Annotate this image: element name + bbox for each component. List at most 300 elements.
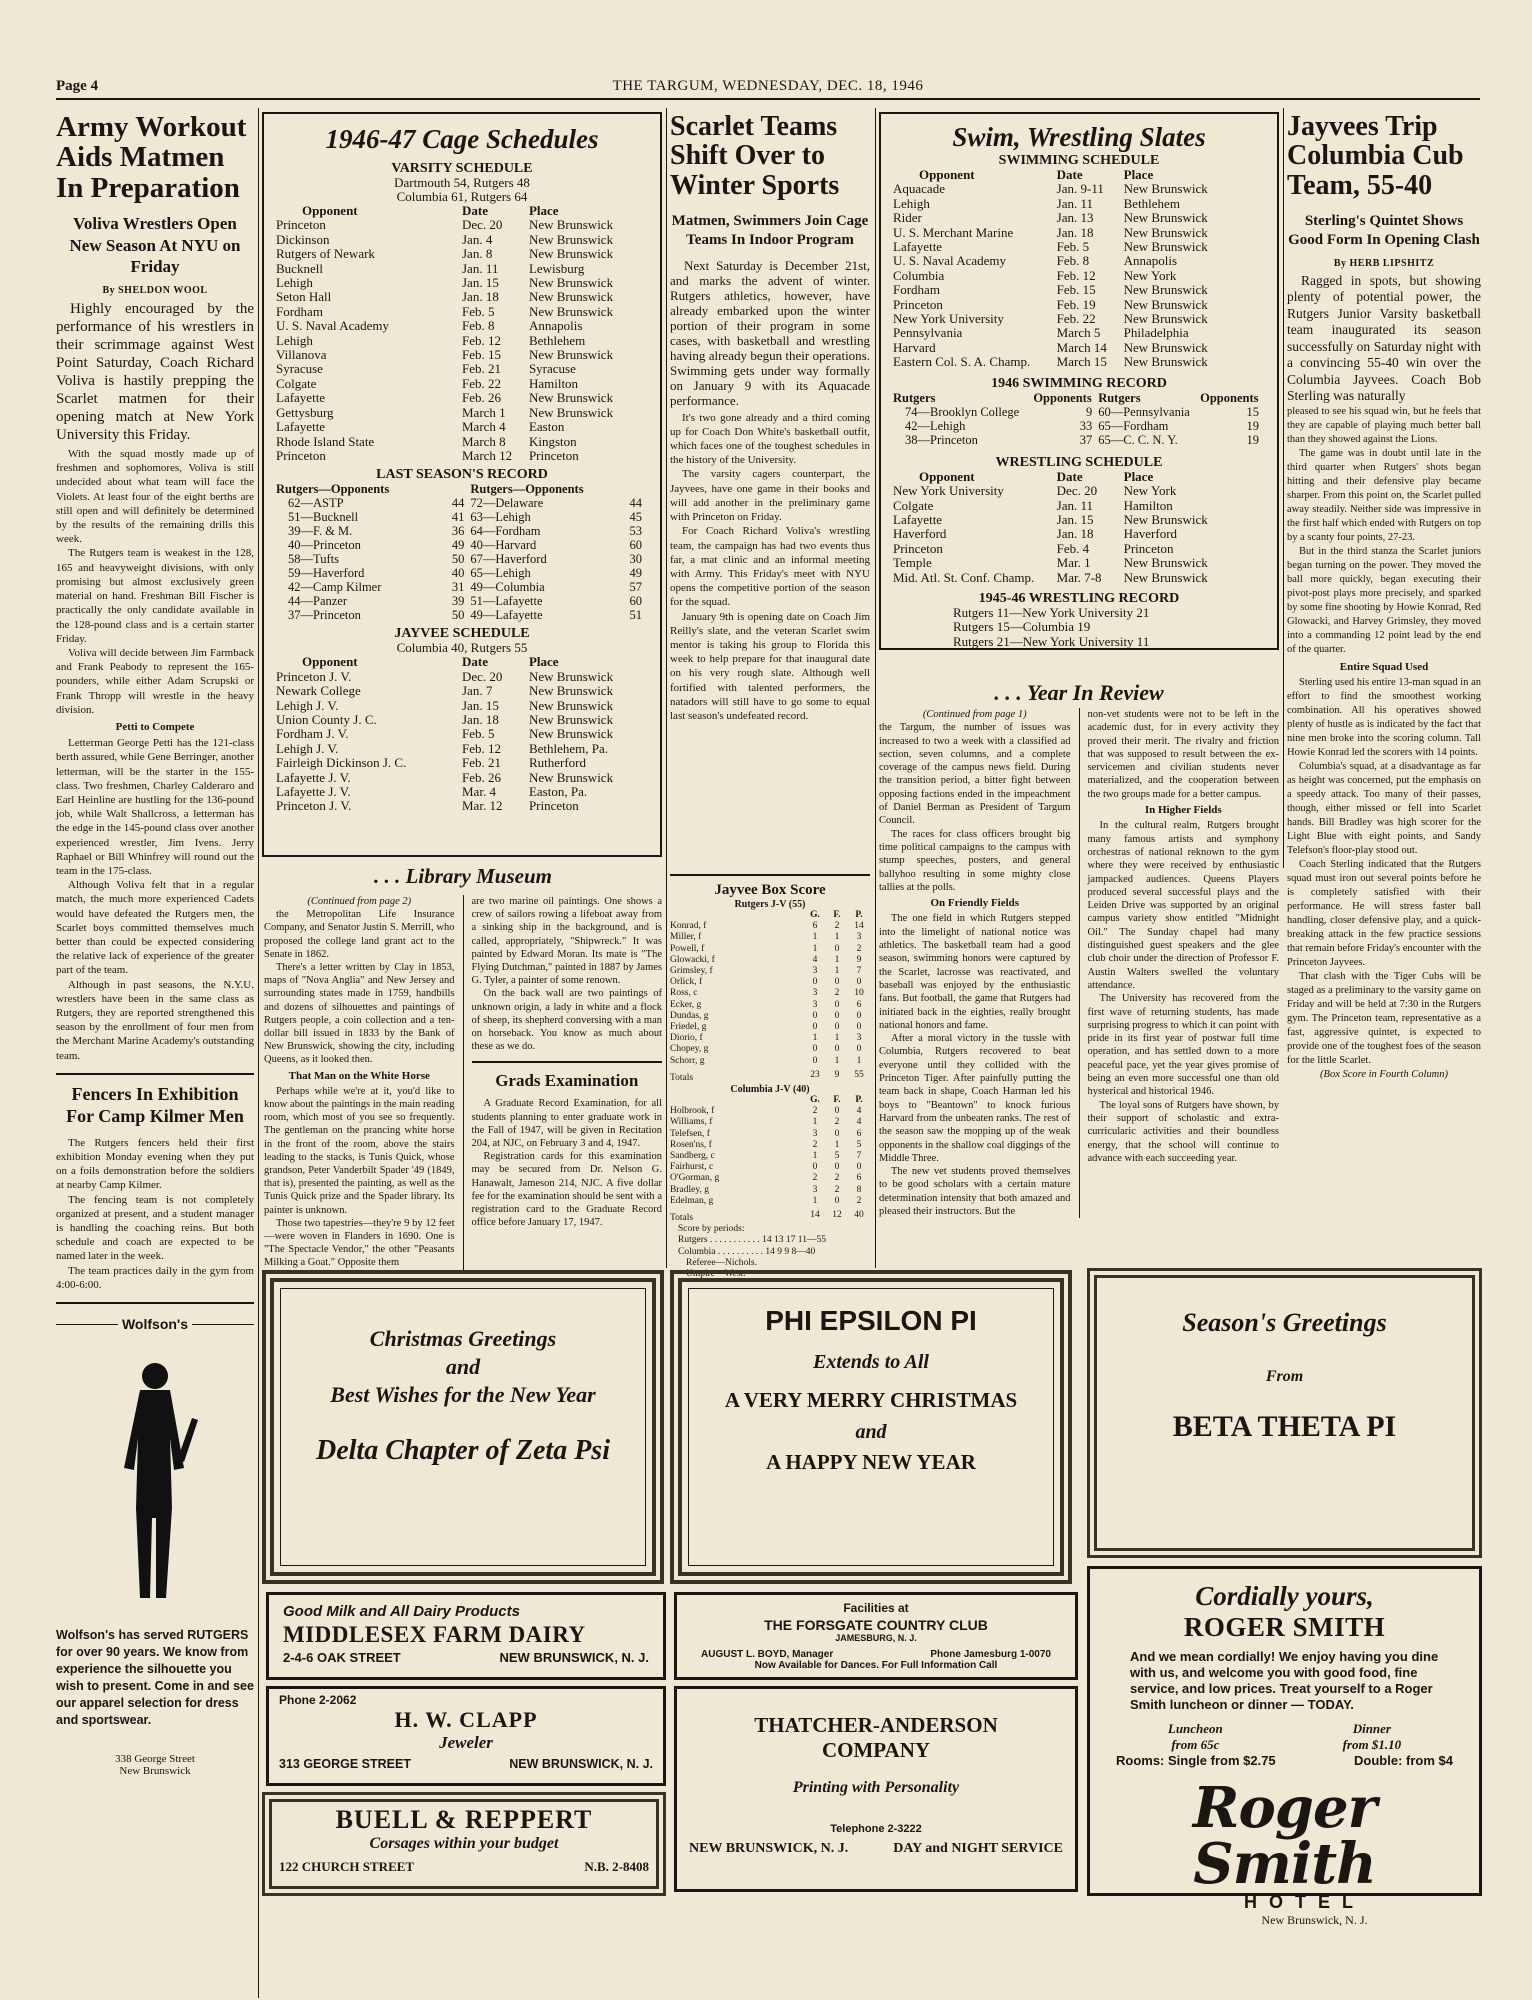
table-cell: New Brunswick [528, 390, 614, 406]
table-cell: 58—Tufts [288, 552, 339, 567]
column-header: G. [810, 1095, 820, 1106]
schedule-row [893, 513, 1265, 527]
box-title: Swim, Wrestling Slates [952, 122, 1206, 152]
schedule-row [893, 240, 1265, 254]
ad-phone: Telephone 2-3222 [830, 1823, 922, 1835]
table-cell: Ecker, g [670, 999, 702, 1010]
table-cell: 0 [834, 1044, 840, 1055]
ad-address: 122 CHURCH STREET [279, 1859, 415, 1874]
table-cell: New Brunswick [528, 726, 614, 742]
table-cell: 49—Lafayette [470, 608, 543, 623]
table-cell: Lehigh [276, 332, 313, 348]
table-cell: Annapolis [1123, 253, 1178, 269]
table-cell: Sandberg, c [670, 1151, 715, 1162]
table-cell: Fordham [893, 282, 940, 298]
section-title: WRESTLING SCHEDULE [995, 454, 1163, 470]
ad-line: AUGUST L. BOYD, Manager [701, 1649, 834, 1660]
record-row [276, 496, 648, 510]
player-row [670, 1185, 870, 1196]
swim-wrestling-box [879, 112, 1279, 650]
paragraph: the Metropolitan Life Insurance Company, and Senator Justin S. Merrill, who proposed the college land grant act to the Senate in 1862. [264, 909, 455, 960]
paragraph: Those two tapestries—they're 9 by 12 feet—were woven in Flanders in 1690. One is "The Spectacle Vendor," the other "Peasants Milking a Goat." Opposite them [264, 1217, 455, 1269]
article-body [56, 447, 254, 1063]
schedule-row [893, 542, 1265, 556]
schedule-row [276, 406, 648, 420]
table-cell: New Brunswick [528, 347, 614, 363]
table-cell: March 12 [462, 447, 513, 463]
paragraph: After a moral victory in the tussle with Columbia, Rutgers recovered to beat everyone until they collided with the Princeton Tiger. After painfully putting the team back in shape, Coach Harman led his boys to "Beantown" to knock furious Harvard from the unbeaten ranks. The rest of the season saw the mopping up of the weak opponents in the shallow coal diggings of the Middle Three. [879, 1033, 1071, 1164]
officials: Umpire—West. [686, 1269, 746, 1280]
table-cell: 30 [629, 552, 642, 567]
record-line: Rutgers 11—New York University 21 [953, 604, 1150, 620]
column-header: Rutgers—Opponents [276, 482, 390, 497]
table-cell: Haverford [1123, 526, 1178, 542]
divider [472, 1061, 663, 1063]
ad-price: from $1.10 [1342, 1737, 1402, 1752]
periods-label: Score by periods: [678, 1224, 745, 1235]
table-cell: 2 [834, 988, 840, 999]
page-number: Page 4 [56, 78, 99, 94]
ad-headline: BUELL & REPPERT [335, 1805, 593, 1834]
jayvee-schedule-table [276, 655, 648, 813]
table-cell: 1 [834, 954, 840, 965]
table-cell: Feb. 22 [1056, 311, 1096, 327]
kicker-headline: . . . Library Museum [374, 864, 552, 888]
beta-theta-pi-ad [1087, 1268, 1482, 1558]
byline: By HERB LIPSHITZ [1333, 257, 1435, 269]
team-heading: Columbia J-V (40) [730, 1084, 810, 1096]
column-header: P. [855, 1095, 863, 1106]
table-cell: 57 [629, 580, 642, 595]
table-cell: 0 [812, 1044, 818, 1055]
paragraph: There's a letter written by Clay in 1853, maps of "Nova Anglia" and New Jersey and surrounding states made in 1759, handbills and dozens of silhouettes and paintings of Rutgers people, a coin collection and a ten-dollar bill issued in 1833 by the Bank of New Brunswick, showing the city, including Queens, as it looked then. [264, 962, 455, 1066]
ad-headline: PHI EPSILON PI [765, 1305, 977, 1336]
table-cell: 0 [834, 1128, 840, 1139]
paragraph: are two marine oil paintings. One shows a crew of sailors rowing a lifeboat away from a sinking ship in the background, and is called, appropriately, "Shipwreck." It was painted by Edward Moran. Its mate is "The Flying Dutchman," painted in 1887 by James G. Tyler, a painter of some renown. [471, 896, 662, 987]
table-cell: Dec. 20 [462, 217, 503, 233]
paragraph: Registration cards for this examination may be secured from Dr. Nelson G. Hanawalt, Jameson 214, NJC. A five dollar fee for the examination should be sent with a registration card to the Graduate Record office before January 17, 1947. [471, 1151, 662, 1229]
table-cell: Jan. 8 [462, 246, 493, 262]
table-cell: Pennsylvania [893, 325, 963, 341]
table-cell: March 5 [1056, 325, 1101, 341]
table-cell: Jan. 18 [1056, 526, 1094, 542]
table-cell: Harvard [893, 339, 936, 355]
paragraph: The varsity cagers counterpart, the Jayvees, have one game in their books and will add another in the preliminary game with Princeton on Friday. [670, 468, 870, 524]
player-row [670, 1033, 870, 1044]
table-cell: Feb. 8 [1056, 253, 1090, 269]
record-row [893, 419, 1265, 433]
jayvees-trip-article [1287, 111, 1481, 1080]
article-column [879, 708, 1071, 1218]
headline: Jayvees Trip Columbia Cub Team, 55-40 [1287, 111, 1464, 201]
table-cell: Feb. 5 [462, 726, 495, 742]
column-rule [875, 108, 876, 1268]
table-cell: Edelman, g [670, 1195, 714, 1206]
schedule-row [893, 527, 1265, 541]
schedule-row [276, 362, 648, 376]
table-cell: Feb. 19 [1056, 296, 1096, 312]
player-row [670, 966, 870, 977]
table-cell: New York University [893, 483, 1004, 499]
newspaper-title: THE TARGUM, WEDNESDAY, DEC. 18, 1946 [612, 78, 924, 94]
table-cell: Rider [893, 210, 922, 226]
table-cell: Feb. 4 [1056, 540, 1090, 556]
box-title: 1946-47 Cage Schedules [325, 124, 599, 154]
table-cell: New Brunswick [1123, 224, 1208, 240]
paragraph: A Graduate Record Examination, for all students planning to enter graduate work in the Fall of 1947, will be given in Recitation 204, at NJC, on February 3 and 4, 1947. [471, 1098, 662, 1150]
table-cell: March 4 [462, 419, 506, 435]
table-cell: 44 [629, 496, 642, 511]
table-cell: 19 [1246, 418, 1259, 433]
totals-value: 55 [854, 1069, 864, 1080]
table-cell: Fairleigh Dickinson J. C. [276, 755, 407, 771]
table-cell: 3 [812, 1184, 818, 1195]
section-title: LAST SEASON'S RECORD [376, 467, 548, 483]
table-cell: Colgate [276, 375, 317, 391]
article-column [264, 895, 455, 1270]
column-header: Opponents [1033, 390, 1092, 405]
table-cell: 14 [854, 921, 864, 932]
table-cell: Colgate [893, 497, 934, 513]
table-cell: Friedel, g [670, 1022, 707, 1033]
table-cell: 1 [812, 932, 818, 943]
table-cell: New Brunswick [1123, 282, 1208, 298]
column-header: Place [1123, 167, 1154, 182]
table-cell: Rhode Island State [276, 433, 375, 449]
headline: Fencers In Exhibition For Camp Kilmer Men [66, 1083, 244, 1127]
ad-address: 2-4-6 OAK STREET [283, 1650, 401, 1665]
ad-line: DAY and NIGHT SERVICE [893, 1841, 1063, 1856]
schedule-row [893, 556, 1265, 570]
clapp-jeweler-ad [266, 1686, 666, 1786]
table-cell: Syracuse [276, 361, 323, 377]
subhead: Entire Squad Used [1339, 660, 1429, 673]
paragraph: non-vet students were not to be left in the academic dust, for in every activity they proved their merit. The rivalry and friction that was supposed to result between the ex-servicemen and civilian students never materialized, and the cooperation between the two groups made for a better campus. [1087, 709, 1279, 800]
ad-city: New Brunswick, N. J. [1261, 1913, 1368, 1927]
column-header: Opponent [919, 167, 975, 182]
lead-paragraph: Ragged in spots, but showing plenty of potential power, the Rutgers Junior Varsity basketball team inaugurated its season successfully on Saturday night with a convincing 55-40 win over the Columbia Jayvees. Coach Bob Sterling was naturally [1287, 272, 1481, 404]
table-cell: 1 [834, 1139, 840, 1150]
table-cell: Feb. 12 [1056, 267, 1096, 283]
player-row [670, 1117, 870, 1128]
table-cell: New Brunswick [528, 697, 614, 713]
table-cell: 1 [812, 1033, 818, 1044]
schedule-row [276, 756, 648, 770]
table-cell: U. S. Naval Academy [276, 318, 390, 334]
table-cell: Eastern Col. S. A. Champ. [893, 354, 1031, 370]
table-cell: New Brunswick [1123, 210, 1208, 226]
column-header: Opponent [302, 654, 358, 670]
table-cell: 0 [812, 1010, 818, 1021]
table-cell: Lafayette J. V. [276, 783, 351, 799]
table-cell: Bucknell [276, 260, 323, 276]
table-cell: Feb. 12 [462, 332, 501, 348]
table-cell: 0 [834, 1162, 840, 1173]
article-body [56, 1136, 254, 1292]
table-cell: 0 [834, 1195, 840, 1206]
table-cell: 4 [856, 1117, 862, 1128]
table-cell: 1 [812, 1117, 818, 1128]
table-cell: Lafayette [276, 419, 326, 435]
record-row [276, 566, 648, 580]
table-cell: New Brunswick [528, 404, 614, 420]
table-cell: Princeton J. V. [276, 668, 352, 684]
table-cell: Dickinson [276, 231, 330, 247]
table-cell: Hamilton [528, 375, 579, 391]
table-cell: Jan. 11 [1056, 195, 1094, 211]
ad-headline: THATCHER-ANDERSON [754, 1713, 998, 1737]
table-cell: Feb. 5 [462, 303, 495, 319]
totals-label: Totals [670, 1213, 694, 1224]
officials: Referee—Nichols. [686, 1257, 757, 1268]
schedule-row [893, 571, 1265, 585]
table-cell: 9 [856, 954, 862, 965]
table-cell: Easton [528, 419, 565, 435]
table-cell: Lewisburg [528, 260, 585, 276]
table-cell: Princeton [528, 798, 579, 814]
byline: By SHELDON WOOL [102, 285, 208, 297]
table-cell: 3 [856, 1033, 862, 1044]
schedule-row [276, 785, 648, 799]
player-row [670, 1151, 870, 1162]
paragraph: The fencing team is not completely organized at present, and a student manager is handling the coaching reins. But both schedule and coach are expected to be named later in the week. [56, 1193, 254, 1263]
paragraph: The one field in which Rutgers stepped into the limelight of national notice was athletics. The basketball team had a good season, swimming honors were captured by the Scarlet, lacrosse was reactivated, and baseball was enjoyed by the enthusiastic fans. But football, the game that Rutgers had initiated back in the eighties, really brought national honors and fame. [879, 913, 1071, 1031]
table-cell: 50 [451, 608, 465, 623]
table-cell: Princeton [893, 540, 943, 556]
paragraph: That clash with the Tiger Cubs will be staged as a preliminary to the varsity game on Friday and will be held at 7:30 in the Rutgers gym. The Princeton team, representative as a fast, aggressive quintet, is expected to provide one of the toughest foes of the season for the little Scarlet. [1287, 970, 1481, 1066]
table-cell: Feb. 5 [1056, 239, 1090, 255]
table-cell: 60—Pennsylvania [1098, 404, 1190, 419]
table-cell: 0 [856, 1044, 862, 1055]
table-cell: 62—ASTP [288, 496, 344, 511]
paragraph: pleased to see his squad win, but he feels that they are capable of playing much better ball than they showed against the Lions. [1287, 405, 1481, 445]
masthead [56, 78, 1480, 100]
table-cell: 50 [451, 552, 465, 567]
player-row [670, 1173, 870, 1184]
record-row [276, 608, 648, 622]
table-cell: Rosen'ns, f [670, 1139, 712, 1150]
ad-line: Luncheon [1167, 1721, 1223, 1736]
table-cell: Feb. 8 [462, 318, 495, 334]
table-cell: Newark College [276, 683, 361, 699]
table-cell: 3 [812, 999, 818, 1010]
continued-note: (Continued from page 1) [922, 709, 1027, 720]
table-cell: 2 [834, 1117, 840, 1128]
schedule-row [893, 499, 1265, 513]
table-cell: Mar. 7-8 [1056, 569, 1102, 585]
table-cell: 1 [834, 932, 840, 943]
table-cell: New Brunswick [528, 217, 614, 233]
cage-schedules-box [262, 112, 662, 857]
table-cell: New Brunswick [528, 668, 614, 684]
schedule-row [893, 211, 1265, 225]
zeta-psi-ad [262, 1270, 664, 1584]
schedule-row [276, 435, 648, 449]
player-row [670, 1162, 870, 1173]
paragraph: the Targum, the number of issues was increased to two a week with a classified ad section, seven columns, and a complete coverage of the campus news field. During the transition period, a bitter fight between opposing factions ended in the impeachment of Daniel Berman as President of Targum Council. [879, 722, 1071, 827]
schedule-row [276, 670, 648, 684]
periods-line: Columbia . . . . . . . . . . 14 9 9 8—40 [678, 1246, 816, 1257]
ad-price: Double: from $4 [1354, 1753, 1453, 1768]
table-cell: 72—Delaware [470, 496, 544, 511]
table-cell: 1 [834, 1055, 840, 1066]
column-rule [666, 108, 667, 1268]
schedule-row [893, 341, 1265, 355]
thatcher-anderson-ad [674, 1686, 1078, 1892]
column-header: P. [855, 910, 863, 920]
table-cell: Kingston [528, 433, 577, 449]
column-header: G. [810, 910, 820, 920]
ad-headline: Delta Chapter of Zeta Psi [316, 1435, 610, 1466]
column-header: Date [462, 654, 488, 670]
schedule-row [893, 298, 1265, 312]
table-cell: 3 [856, 932, 862, 943]
forsgate-ad [674, 1592, 1078, 1680]
table-cell: 53 [629, 524, 642, 539]
table-cell: Lehigh J. V. [276, 740, 339, 756]
table-cell: New Brunswick [528, 303, 614, 319]
table-cell: 2 [834, 1173, 840, 1184]
table-cell: Jan. 15 [462, 697, 499, 713]
table-cell: 42—Camp Kilmer [288, 580, 382, 595]
schedule-row [276, 319, 648, 333]
column-header: Rutgers—Opponents [470, 482, 584, 497]
table-cell: New Brunswick [1123, 354, 1208, 370]
ad-line: Corsages within your budget [369, 1835, 559, 1852]
table-cell: 8 [856, 1184, 862, 1195]
table-cell: Jan. 18 [462, 711, 499, 727]
ad-line: Christmas Greetings [369, 1326, 557, 1351]
table-cell: Fairhurst, c [670, 1162, 714, 1173]
player-row [670, 1000, 870, 1011]
kicker-headline: . . . Year In Review [994, 680, 1164, 705]
table-cell: Jan. 18 [1056, 224, 1094, 240]
table-cell: New Brunswick [1123, 181, 1208, 197]
table-cell: New Brunswick [528, 769, 614, 785]
column-header: Opponents [1200, 390, 1259, 405]
table-cell: Mar. 12 [462, 798, 503, 814]
section-title: JAYVEE SCHEDULE [394, 626, 530, 642]
headline: Grads Examination [495, 1071, 639, 1091]
ad-line: Best Wishes for the New Year [330, 1382, 596, 1407]
table-cell: Jan. 18 [462, 289, 499, 305]
column-header: Date [462, 203, 488, 218]
table-cell: 74—Brooklyn College [905, 404, 1020, 419]
player-row [670, 1022, 870, 1033]
table-cell: Princeton [893, 296, 943, 312]
divider [56, 1302, 254, 1304]
column-rule [1283, 108, 1284, 868]
ad-address: 313 GEORGE STREET [279, 1757, 411, 1771]
schedule-row [276, 348, 648, 362]
roger-smith-ad [1087, 1566, 1482, 1927]
column-header: Rutgers [1098, 390, 1141, 405]
paragraph: It's two gone already and a third coming up for Coach Don White's basketball outfit, which faces one of the toughest schedules in the history of the University. [670, 411, 870, 467]
table-cell: 65—C. C. N. Y. [1098, 432, 1178, 447]
column-header: F. [833, 1095, 841, 1106]
table-cell: Jan. 7 [462, 683, 493, 699]
player-row [670, 1011, 870, 1022]
table-cell: Jan. 13 [1056, 210, 1094, 226]
table-cell: 38—Princeton [905, 432, 978, 447]
schedule-row [893, 182, 1265, 196]
ad-line: From [1265, 1368, 1304, 1385]
table-cell: 0 [834, 1106, 840, 1117]
table-cell: 0 [856, 1162, 862, 1173]
table-cell: Bradley, g [670, 1184, 709, 1195]
swimming-record-table [893, 391, 1265, 447]
schedule-row [276, 233, 648, 247]
table-cell: 51 [629, 608, 642, 623]
table-cell: Lafayette [893, 511, 943, 527]
ad-headline: ROGER SMITH [1183, 1612, 1386, 1642]
ad-headline: Season's Greetings [1182, 1308, 1387, 1337]
table-cell: 65—Fordham [1098, 418, 1169, 433]
ad-headline: THE FORSGATE COUNTRY CLUB [764, 1617, 988, 1633]
table-cell: New Brunswick [528, 231, 614, 247]
schedule-row [893, 283, 1265, 297]
ad-city: NEW BRUNSWICK, N. J. [499, 1650, 649, 1665]
ad-line: Good Milk and All Dairy Products [283, 1603, 520, 1620]
column-header: Rutgers [893, 390, 936, 405]
subhead: Petti to Compete [115, 720, 195, 733]
table-cell: 36 [451, 524, 465, 539]
record-row [276, 552, 648, 566]
table-cell: Princeton [276, 217, 326, 233]
table-cell: Princeton [528, 447, 579, 463]
column-header: Place [1123, 468, 1154, 484]
paragraph: Letterman George Petti has the 121-class berth assured, while Gene Berringer, another letterman, will be the starter in the 155-class. Two freshmen, Charley Calderaro and Earl Heinline are hustling for the 136-pound job, while Walt Shallcross, a letterman has the edge in the 145-pound class over another experienced wrestler, Jim Ivens. Jerry Raphael or Bill Whinfrey will round out the team in the 175-class. [56, 737, 254, 877]
ad-line: Facilities at [843, 1601, 909, 1615]
subhead: In Higher Fields [1144, 804, 1222, 817]
ad-address: 338 George Street [115, 1753, 195, 1766]
wolfsons-ad [56, 1316, 254, 1777]
table-cell: 67—Haverford [470, 552, 547, 567]
player-row [670, 1140, 870, 1151]
record-line: Rutgers 21—New York University 11 [953, 633, 1150, 649]
table-cell: 41 [451, 510, 465, 525]
table-cell: 40—Harvard [470, 538, 537, 553]
table-cell: 4 [856, 1106, 862, 1117]
table-cell: 1 [834, 1033, 840, 1044]
table-cell: 1 [812, 1151, 818, 1162]
table-cell: 51—Bucknell [288, 510, 359, 525]
ad-headline: BETA THETA PI [1172, 1410, 1397, 1443]
paragraph: Although in past seasons, the N.Y.U. wrestlers have been in the same class as Rutgers, they are reported strengthened this season by the enrollment of four men from the Merchant Marine Academy's outstanding team. [56, 978, 254, 1062]
table-cell: 2 [856, 943, 862, 954]
table-cell: 6 [856, 1128, 862, 1139]
paragraph: The game was in doubt until late in the third quarter when Rutgers' shots began hitting and their defensive play became sharper. From this point on, the Scarlet pulled away steadily. Neither side was impressive in the first half which ended with Rutgers on top by a scanty four points, 27-23. [1287, 447, 1481, 543]
paragraph: The races for class officers brought big time political campaigns to the campus with stump speeches, posters, and general ballyhoo resulting in some mighty close tallies at the polls. [879, 828, 1071, 893]
table-cell: Fordham J. V. [276, 726, 349, 742]
table-cell: Syracuse [528, 361, 576, 377]
headline: Army Workout Aids Matmen In Preparation [56, 111, 247, 204]
column-header: F. [833, 910, 841, 920]
totals-value: 23 [810, 1069, 820, 1080]
table-cell: New Brunswick [528, 275, 614, 291]
player-row [670, 1044, 870, 1055]
lead-paragraph: Next Saturday is December 21st, and marks the advent of winter. Rutgers athletics, however, have already embarked upon the winter portion of their program in some cases, with basketball and wrestling having already begun their operations. Swimming gets under way formally on January 9 with its Aquacade performance. [670, 257, 870, 408]
article-body [472, 1097, 663, 1229]
table-cell: 7 [856, 1151, 862, 1162]
article-body [1287, 405, 1481, 1082]
buell-reppert-ad [262, 1792, 666, 1896]
column-rule [258, 108, 259, 1998]
table-cell: 2 [812, 1173, 818, 1184]
table-cell: 1 [812, 1195, 818, 1206]
table-cell: New Brunswick [1123, 311, 1208, 327]
table-cell: O'Gorman, g [670, 1173, 720, 1184]
